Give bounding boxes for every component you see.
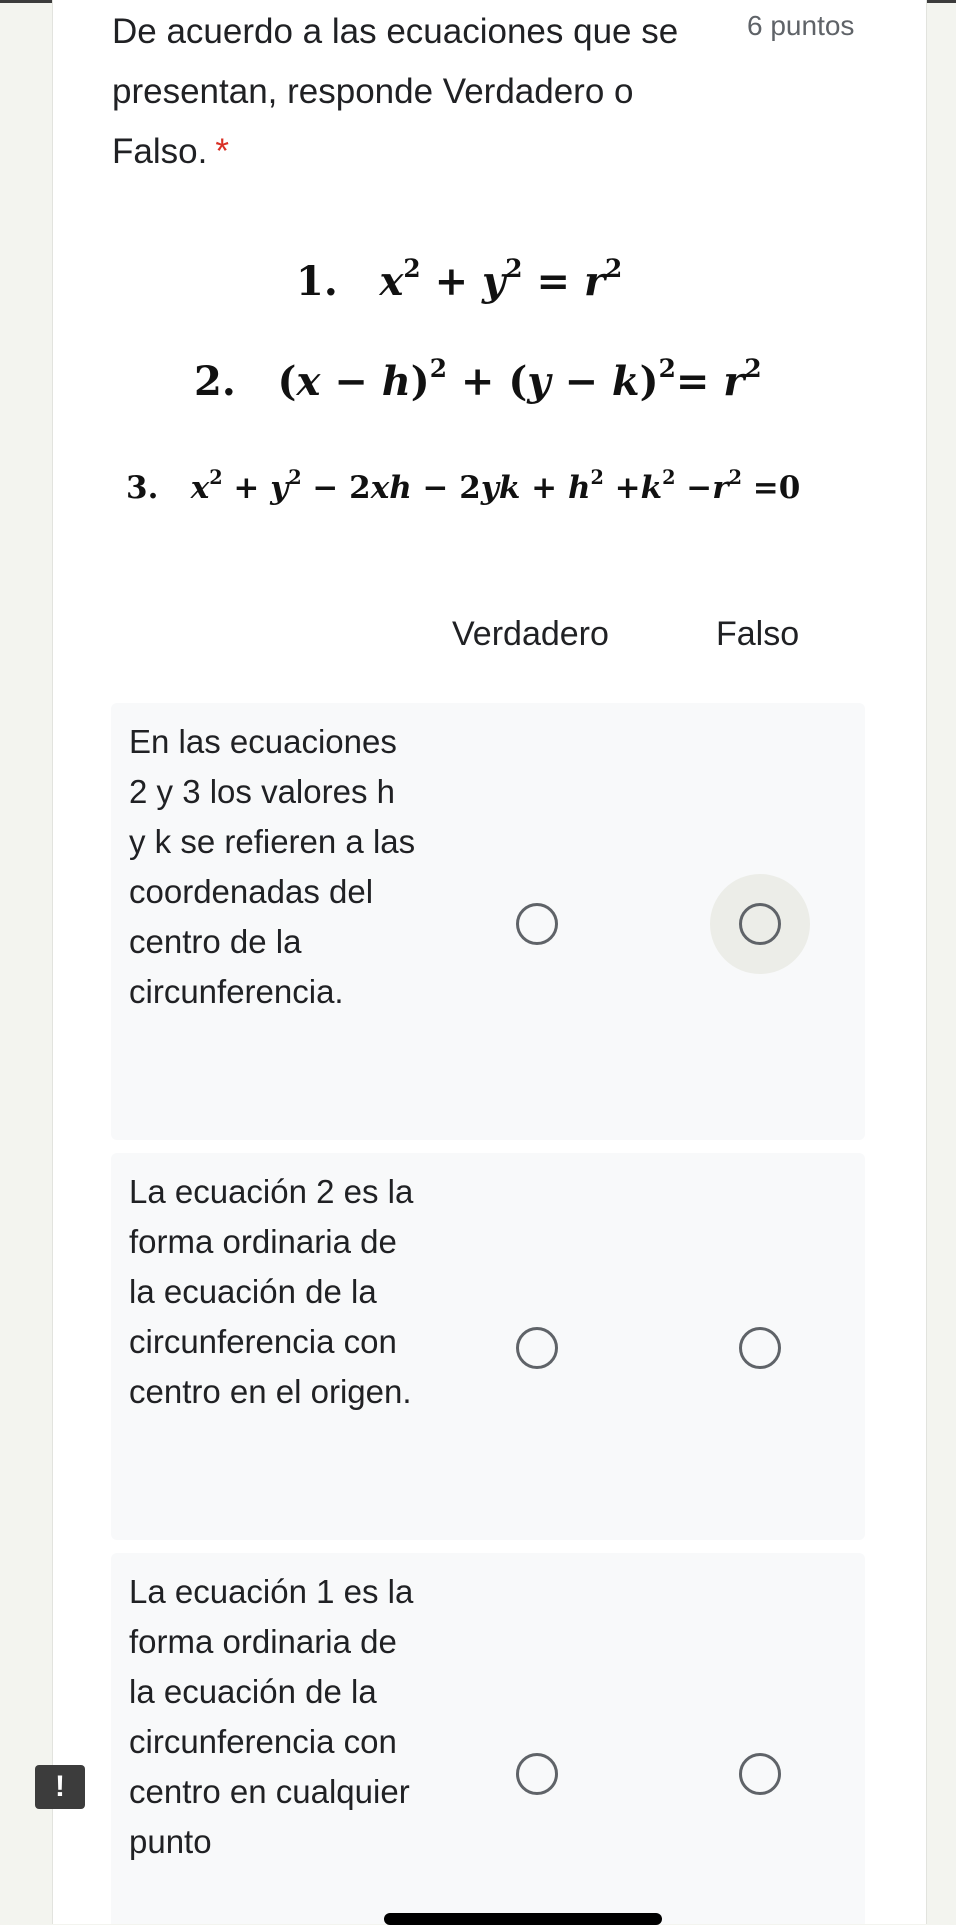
equation-1-number: 1. <box>296 258 338 305</box>
row-2-falso-radio-wrap[interactable] <box>710 1298 810 1398</box>
question-title <box>112 2 712 182</box>
row-2-verdadero-radio-wrap[interactable] <box>487 1298 587 1398</box>
required-asterisk: * <box>215 132 229 171</box>
grid-row-1 <box>111 703 865 1140</box>
row-3-falso-radio-wrap[interactable] <box>710 1724 810 1824</box>
row-2-label: La ecuación 2 es la forma ordinaria de la ecuación de la circunferencia con centro en el origen. <box>129 1173 414 1410</box>
row-2-falso-radio[interactable] <box>739 1327 781 1369</box>
equation-3-number: 3. <box>126 470 159 506</box>
row-3-verdadero-radio-wrap[interactable] <box>487 1724 587 1824</box>
row-3-verdadero-radio[interactable] <box>516 1753 558 1795</box>
exclamation-icon[interactable]: ! <box>35 1765 85 1809</box>
points-label: 6 puntos <box>747 10 855 41</box>
row-1-falso-radio-wrap[interactable] <box>710 874 810 974</box>
row-2-verdadero-radio[interactable] <box>516 1327 558 1369</box>
equation-2-number: 2. <box>194 358 236 405</box>
home-indicator[interactable] <box>384 1913 662 1925</box>
row-1-verdadero-radio[interactable] <box>516 903 558 945</box>
row-1-verdadero-radio-wrap[interactable] <box>487 874 587 974</box>
grid-row-3 <box>111 1553 865 1924</box>
equation-2: 2. $(x - h)^2 + (y - k)^2= r^2$ <box>194 353 762 405</box>
row-3-falso-radio[interactable] <box>739 1753 781 1795</box>
column-header-falso: Falso <box>716 615 800 653</box>
equation-3: 3. $x^2 + y^2 - 2xh - 2yk + h^2 +k^2 -r^2 =0$ <box>126 465 801 506</box>
grid-row-2 <box>111 1153 865 1540</box>
question-title-text: De acuerdo a las ecuaciones que se presentan, responde Verdadero o Falso. <box>112 12 679 171</box>
column-header-verdadero: Verdadero <box>452 615 609 653</box>
row-1-label: En las ecuaciones 2 y 3 los valores h y k se refieren a las coordenadas del centro de la circunferencia. <box>129 723 416 1010</box>
equation-1: 1. $x^2 + y^2 = r^2$ <box>296 253 623 305</box>
row-3-label: La ecuación 1 es la forma ordinaria de la ecuación de la circunferencia con centro en cualquier punto <box>129 1573 414 1860</box>
row-1-falso-radio[interactable] <box>739 903 781 945</box>
